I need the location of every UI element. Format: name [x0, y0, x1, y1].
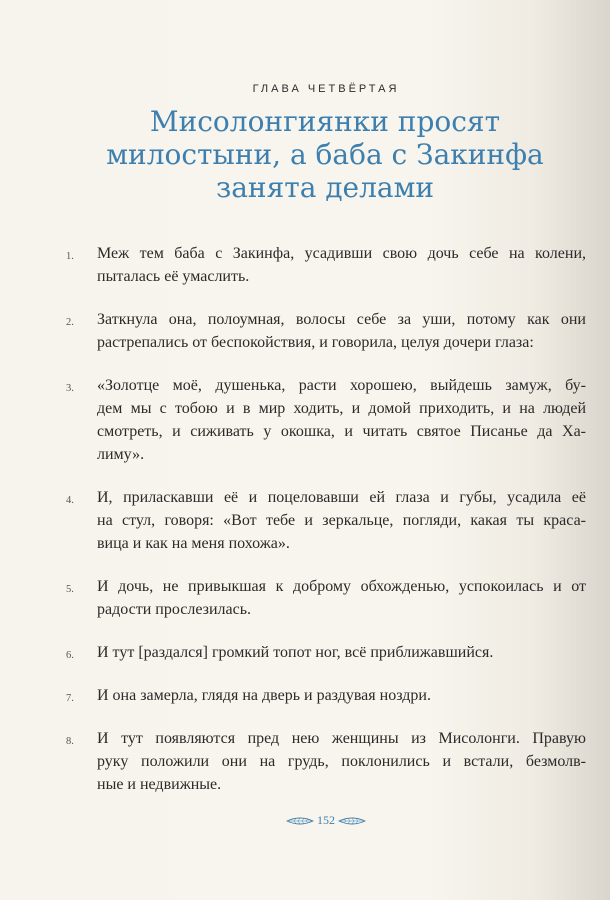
verse-line: И она замерла, глядя на дверь и раздувая ноздри.: [97, 687, 431, 704]
verse-3: [66, 374, 586, 466]
verse-line: И тут [раздался] громкий топот ног, всё приближавшийся.: [97, 644, 494, 661]
verse-line: И, приласкавши её и поцеловавши ей глаза и губы, усадила её: [97, 489, 586, 506]
verse-number: 2.: [66, 317, 74, 328]
verse-2: [66, 308, 586, 354]
verse-line: растрепались от беспокойствия, и говорила, целуя дочери глаза:: [97, 334, 534, 351]
verse-line: смотреть, и сиживать у окошка, и читать святое Писанье да Ха-: [97, 423, 586, 440]
verse-line: И тут появляются пред нею женщины из Мисолонги. Правую: [97, 730, 586, 747]
verse-line: ные и недвижные.: [97, 776, 222, 793]
verse-line: лиму».: [97, 446, 145, 463]
leaf-ornament-icon: [286, 816, 314, 826]
verse-number: 5.: [66, 584, 74, 595]
verse-line: руку положили они на грудь, поклонились и встали, безмолв-: [97, 753, 586, 770]
verse-4: [66, 486, 586, 555]
verse-line: радости прослезилась.: [97, 601, 252, 618]
page-footer: [0, 813, 610, 828]
chapter-title-line: занята делами: [215, 171, 435, 204]
verse-number: 6.: [66, 650, 74, 661]
verse-1: [66, 242, 586, 288]
page-number: 152: [317, 813, 335, 827]
verse-list: [66, 242, 586, 816]
verse-number: 3.: [66, 383, 74, 394]
verse-line: Заткнула она, полоумная, волосы себе за уши, потому как они: [97, 311, 586, 328]
chapter-title-line: милостыни, а баба с Закинфа: [106, 138, 544, 171]
verse-line: вица и как на меня похожа».: [97, 535, 290, 552]
verse-line: на стул, говоря: «Вот тебе и зеркальце, погляди, какая ты краса-: [97, 512, 586, 529]
verse-number: 4.: [66, 495, 74, 506]
verse-5: [66, 575, 586, 621]
verse-line: Меж тем баба с Закинфа, усадивши свою дочь себе на колени,: [97, 245, 586, 262]
verse-6: [66, 641, 586, 664]
verse-number: 7.: [66, 693, 74, 704]
chapter-label: ГЛАВА ЧЕТВЁРТАЯ: [252, 83, 400, 95]
verse-line: пыталась её умаслить.: [97, 268, 250, 285]
verse-number: 8.: [66, 736, 74, 747]
chapter-title: [60, 105, 590, 204]
leaf-ornament-icon: [338, 816, 366, 826]
verse-7: [66, 684, 586, 707]
verse-line: «Золотце моё, душенька, расти хорошею, выйдешь замуж, бу-: [97, 377, 586, 394]
verse-8: [66, 727, 586, 796]
verse-line: дем мы с тобою и в мир ходить, и домой приходить, и на людей: [97, 400, 586, 417]
verse-line: И дочь, не привыкшая к доброму обхожденью, успокоилась и от: [97, 578, 586, 595]
chapter-title-line: Мисолонгиянки просят: [149, 105, 501, 138]
verse-number: 1.: [66, 251, 74, 262]
